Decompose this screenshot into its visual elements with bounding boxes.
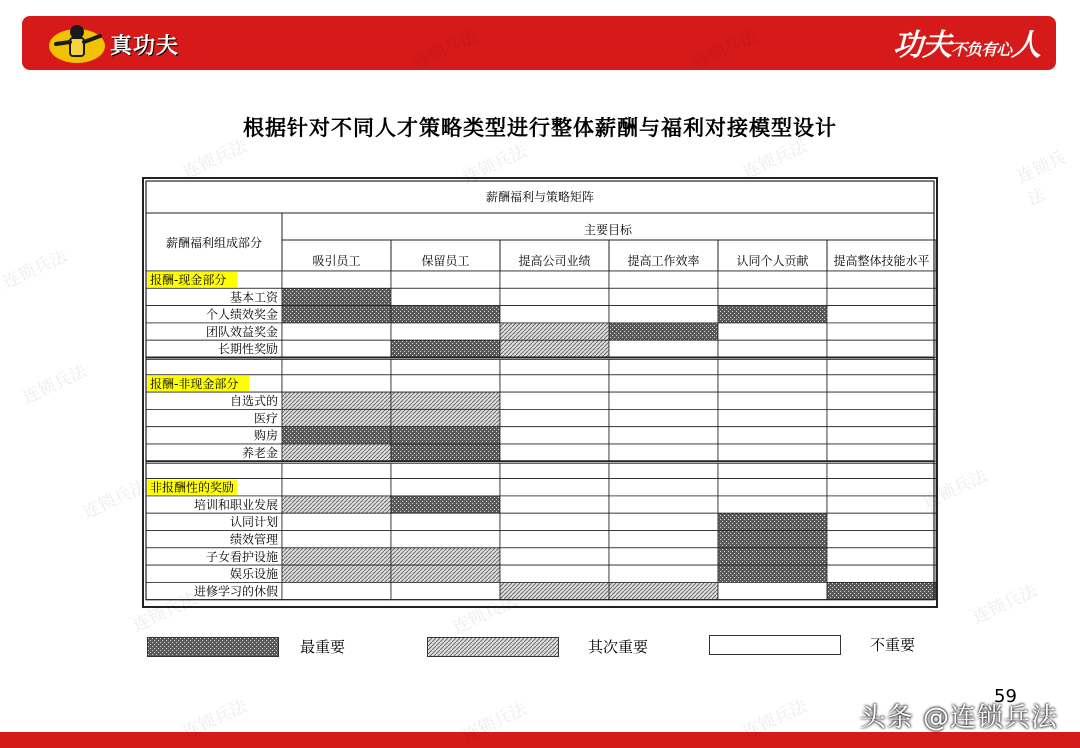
spacer-cell xyxy=(827,463,936,478)
spacer-cell xyxy=(500,360,609,375)
watermark-text: 连锁兵法 xyxy=(740,136,811,184)
matrix-cell-0-2-0 xyxy=(282,323,391,340)
section-title-empty-cell xyxy=(500,479,609,496)
section-title-empty-cell xyxy=(718,375,827,392)
matrix-cell-2-1-1 xyxy=(391,513,500,530)
matrix-cell-2-0-3 xyxy=(609,496,718,513)
matrix-cell-2-3-2 xyxy=(500,548,609,565)
matrix-cell-0-0-5 xyxy=(827,288,936,305)
brand-logo xyxy=(48,22,179,66)
matrix-cell-2-3-5 xyxy=(827,548,936,565)
section-title-empty-cell xyxy=(827,271,936,288)
matrix-cell-2-1-5 xyxy=(827,513,936,530)
matrix-cell-1-1-2 xyxy=(500,409,609,426)
matrix-cell-0-3-5 xyxy=(827,340,936,357)
matrix-cell-2-5-4 xyxy=(718,582,827,599)
watermark-text: 连锁兵法 xyxy=(20,361,91,409)
matrix-cell-0-0-2 xyxy=(500,288,609,305)
matrix-cell-0-1-5 xyxy=(827,306,936,323)
matrix-cell-2-2-3 xyxy=(609,531,718,548)
page-number: 59 xyxy=(994,686,1017,707)
section-title-0: 报酬-现金部分 xyxy=(150,273,227,287)
matrix-cell-2-3-3 xyxy=(609,548,718,565)
watermark-text: 连锁兵法 xyxy=(460,141,531,189)
column-header-2: 提高公司业绩 xyxy=(518,254,591,268)
matrix-cell-2-3-1 xyxy=(391,548,500,565)
section-title-2: 非报酬性的奖励 xyxy=(150,480,235,495)
legend-swatch-most-important xyxy=(147,637,279,657)
spacer-cell xyxy=(146,360,282,375)
section-title-empty-cell xyxy=(391,479,500,496)
matrix-cell-1-0-2 xyxy=(500,392,609,409)
watermark-text: 连锁兵法 xyxy=(920,466,991,514)
watermark-text: 连锁兵法 xyxy=(130,589,201,637)
row-label-2-0: 培训和职业发展 xyxy=(193,497,278,512)
matrix-cell-0-3-2 xyxy=(500,340,609,357)
watermark-text: 连锁兵法 xyxy=(180,136,251,184)
legend-swatch-secondary xyxy=(427,637,559,657)
matrix-cell-1-2-0 xyxy=(282,427,391,444)
matrix-cell-0-1-2 xyxy=(500,306,609,323)
matrix-cell-0-0-1 xyxy=(391,288,500,305)
matrix-cell-2-4-3 xyxy=(609,565,718,582)
slogan xyxy=(893,20,1040,64)
source-credit: 头条 @连锁兵法 xyxy=(859,703,1058,733)
watermark-text: 连锁兵法 xyxy=(180,696,251,744)
matrix-cell-0-1-4 xyxy=(718,306,827,323)
spacer-cell xyxy=(827,360,936,375)
watermark-text: 连锁兵法 xyxy=(80,476,151,524)
matrix-cell-0-2-1 xyxy=(391,323,500,340)
matrix-cell-2-4-5 xyxy=(827,565,936,582)
section-title-empty-cell xyxy=(500,375,609,392)
watermark-text: 连锁兵法 xyxy=(0,246,71,294)
matrix-cell-1-2-2 xyxy=(500,427,609,444)
matrix-cell-1-3-5 xyxy=(827,444,936,461)
matrix-cell-1-3-4 xyxy=(718,444,827,461)
matrix-cell-1-1-0 xyxy=(282,409,391,426)
matrix-cell-1-0-0 xyxy=(282,392,391,409)
matrix-cell-2-3-4 xyxy=(718,548,827,565)
row-header-label: 薪酬福利组成部分 xyxy=(165,236,263,250)
watermark-text: 连锁兵法 xyxy=(740,696,811,744)
slogan-main: 功夫 xyxy=(892,28,951,63)
slogan-end: 人 xyxy=(1011,28,1040,63)
matrix-cell-1-3-1 xyxy=(391,444,500,461)
matrix-cell-1-0-5 xyxy=(827,392,936,409)
section-title-empty-cell xyxy=(391,271,500,288)
matrix-cell-2-1-4 xyxy=(718,513,827,530)
row-label-0-2: 团队效益奖金 xyxy=(205,324,278,339)
matrix-cell-2-2-5 xyxy=(827,531,936,548)
matrix-cell-1-0-4 xyxy=(718,392,827,409)
matrix-cell-0-0-4 xyxy=(718,288,827,305)
matrix-cell-2-0-0 xyxy=(282,496,391,513)
spacer-cell xyxy=(718,360,827,375)
strategy-matrix xyxy=(142,177,938,608)
matrix-cell-2-1-2 xyxy=(500,513,609,530)
matrix-cell-0-1-1 xyxy=(391,306,500,323)
section-title-empty-cell xyxy=(609,375,718,392)
matrix-cell-2-2-2 xyxy=(500,531,609,548)
matrix-cell-0-3-3 xyxy=(609,340,718,357)
section-title-empty-cell xyxy=(391,375,500,392)
matrix-cell-1-3-0 xyxy=(282,444,391,461)
matrix-cell-1-2-1 xyxy=(391,427,500,444)
matrix-cell-2-5-2 xyxy=(500,582,609,599)
section-title-empty-cell xyxy=(609,271,718,288)
row-label-2-5: 进修学习的休假 xyxy=(193,584,278,599)
spacer-cell xyxy=(282,360,391,375)
row-label-2-3: 子女看护设施 xyxy=(205,549,278,564)
matrix-cell-2-0-4 xyxy=(718,496,827,513)
slogan-small: 不负有心 xyxy=(950,40,1011,59)
legend-label-not-important: 不重要 xyxy=(870,636,916,654)
spacer-cell xyxy=(282,463,391,478)
column-header-5: 提高整体技能水平 xyxy=(833,254,930,268)
watermark-text: 连锁兵法 xyxy=(450,591,521,639)
section-title-empty-cell xyxy=(282,375,391,392)
matrix-cell-0-2-2 xyxy=(500,323,609,340)
column-header-4: 认同个人贡献 xyxy=(736,254,809,268)
matrix-cell-2-0-2 xyxy=(500,496,609,513)
section-title-empty-cell xyxy=(718,271,827,288)
kungfu-figure-icon xyxy=(48,22,106,66)
section-title-empty-cell xyxy=(827,479,936,496)
matrix-cell-2-5-5 xyxy=(827,582,936,599)
matrix-cell-2-5-1 xyxy=(391,582,500,599)
matrix-cell-2-5-3 xyxy=(609,582,718,599)
row-label-0-0: 基本工资 xyxy=(229,290,278,305)
matrix-cell-0-2-4 xyxy=(718,323,827,340)
row-label-2-4: 娱乐设施 xyxy=(229,567,278,582)
matrix-cell-2-1-0 xyxy=(282,513,391,530)
section-title-1: 报酬-非现金部分 xyxy=(150,376,239,391)
column-header-0: 吸引员工 xyxy=(312,254,361,268)
matrix-cell-0-0-3 xyxy=(609,288,718,305)
watermark-text: 连锁兵法 xyxy=(970,581,1041,629)
column-header-3: 提高工作效率 xyxy=(627,254,700,268)
legend-label-secondary: 其次重要 xyxy=(588,638,649,656)
matrix-cell-2-4-2 xyxy=(500,565,609,582)
spacer-cell xyxy=(718,463,827,478)
matrix-cell-0-1-3 xyxy=(609,306,718,323)
legend xyxy=(0,633,1080,663)
row-label-0-3: 长期性奖励 xyxy=(217,342,278,357)
section-title-empty-cell xyxy=(282,271,391,288)
section-title-empty-cell xyxy=(718,479,827,496)
page-title: 根据针对不同人才策略类型进行整体薪酬与福利对接模型设计 xyxy=(243,116,837,140)
row-label-2-2: 绩效管理 xyxy=(229,532,278,547)
matrix-cell-1-0-3 xyxy=(609,392,718,409)
matrix-cell-2-4-1 xyxy=(391,565,500,582)
matrix-cell-0-3-0 xyxy=(282,340,391,357)
matrix-cell-1-1-3 xyxy=(609,409,718,426)
watermark-text: 连锁兵法 xyxy=(1014,147,1070,211)
matrix-cell-2-2-1 xyxy=(391,531,500,548)
matrix-cell-1-2-5 xyxy=(827,427,936,444)
matrix-cell-0-3-1 xyxy=(391,340,500,357)
section-title-empty-cell xyxy=(282,479,391,496)
section-title-empty-cell xyxy=(500,271,609,288)
legend-swatch-not-important xyxy=(709,635,841,655)
section-title-empty-cell xyxy=(609,479,718,496)
footer-bar xyxy=(0,732,1080,748)
matrix-cell-2-0-1 xyxy=(391,496,500,513)
row-label-2-1: 认同计划 xyxy=(229,515,278,530)
matrix-cell-0-2-5 xyxy=(827,323,936,340)
matrix-cell-2-5-0 xyxy=(282,582,391,599)
logo-text: 真功夫 xyxy=(110,32,180,59)
column-header-1: 保留员工 xyxy=(421,254,470,268)
matrix-cell-1-1-5 xyxy=(827,409,936,426)
matrix-title: 薪酬福利与策略矩阵 xyxy=(485,190,595,204)
matrix-cell-0-0-0 xyxy=(282,288,391,305)
spacer-cell xyxy=(500,463,609,478)
group-header-label: 主要目标 xyxy=(583,223,633,237)
section-title-empty-cell xyxy=(827,375,936,392)
row-label-1-2: 购房 xyxy=(253,428,278,443)
spacer-cell xyxy=(391,360,500,375)
matrix-cell-2-3-0 xyxy=(282,548,391,565)
matrix-cell-2-4-0 xyxy=(282,565,391,582)
matrix-cell-1-1-4 xyxy=(718,409,827,426)
matrix-cell-2-2-4 xyxy=(718,531,827,548)
matrix-cell-1-1-1 xyxy=(391,409,500,426)
row-label-1-0: 自选式的 xyxy=(229,394,278,409)
matrix-cell-1-0-1 xyxy=(391,392,500,409)
matrix-cell-2-0-5 xyxy=(827,496,936,513)
spacer-cell xyxy=(391,463,500,478)
matrix-cell-2-4-4 xyxy=(718,565,827,582)
matrix-grid xyxy=(144,179,936,606)
matrix-cell-0-2-3 xyxy=(609,323,718,340)
spacer-cell xyxy=(609,463,718,478)
matrix-cell-2-1-3 xyxy=(609,513,718,530)
watermark-text: 连锁兵法 xyxy=(460,699,531,747)
spacer-cell xyxy=(146,463,282,478)
matrix-cell-1-3-3 xyxy=(609,444,718,461)
matrix-cell-2-2-0 xyxy=(282,531,391,548)
row-label-1-1: 医疗 xyxy=(253,411,278,426)
matrix-cell-1-2-4 xyxy=(718,427,827,444)
spacer-cell xyxy=(609,360,718,375)
matrix-cell-0-3-4 xyxy=(718,340,827,357)
row-label-1-3: 养老金 xyxy=(241,446,278,460)
row-label-0-1: 个人绩效奖金 xyxy=(205,307,278,322)
legend-label-most-important: 最重要 xyxy=(300,638,346,656)
matrix-cell-0-1-0 xyxy=(282,306,391,323)
matrix-cell-1-3-2 xyxy=(500,444,609,461)
matrix-cell-1-2-3 xyxy=(609,427,718,444)
